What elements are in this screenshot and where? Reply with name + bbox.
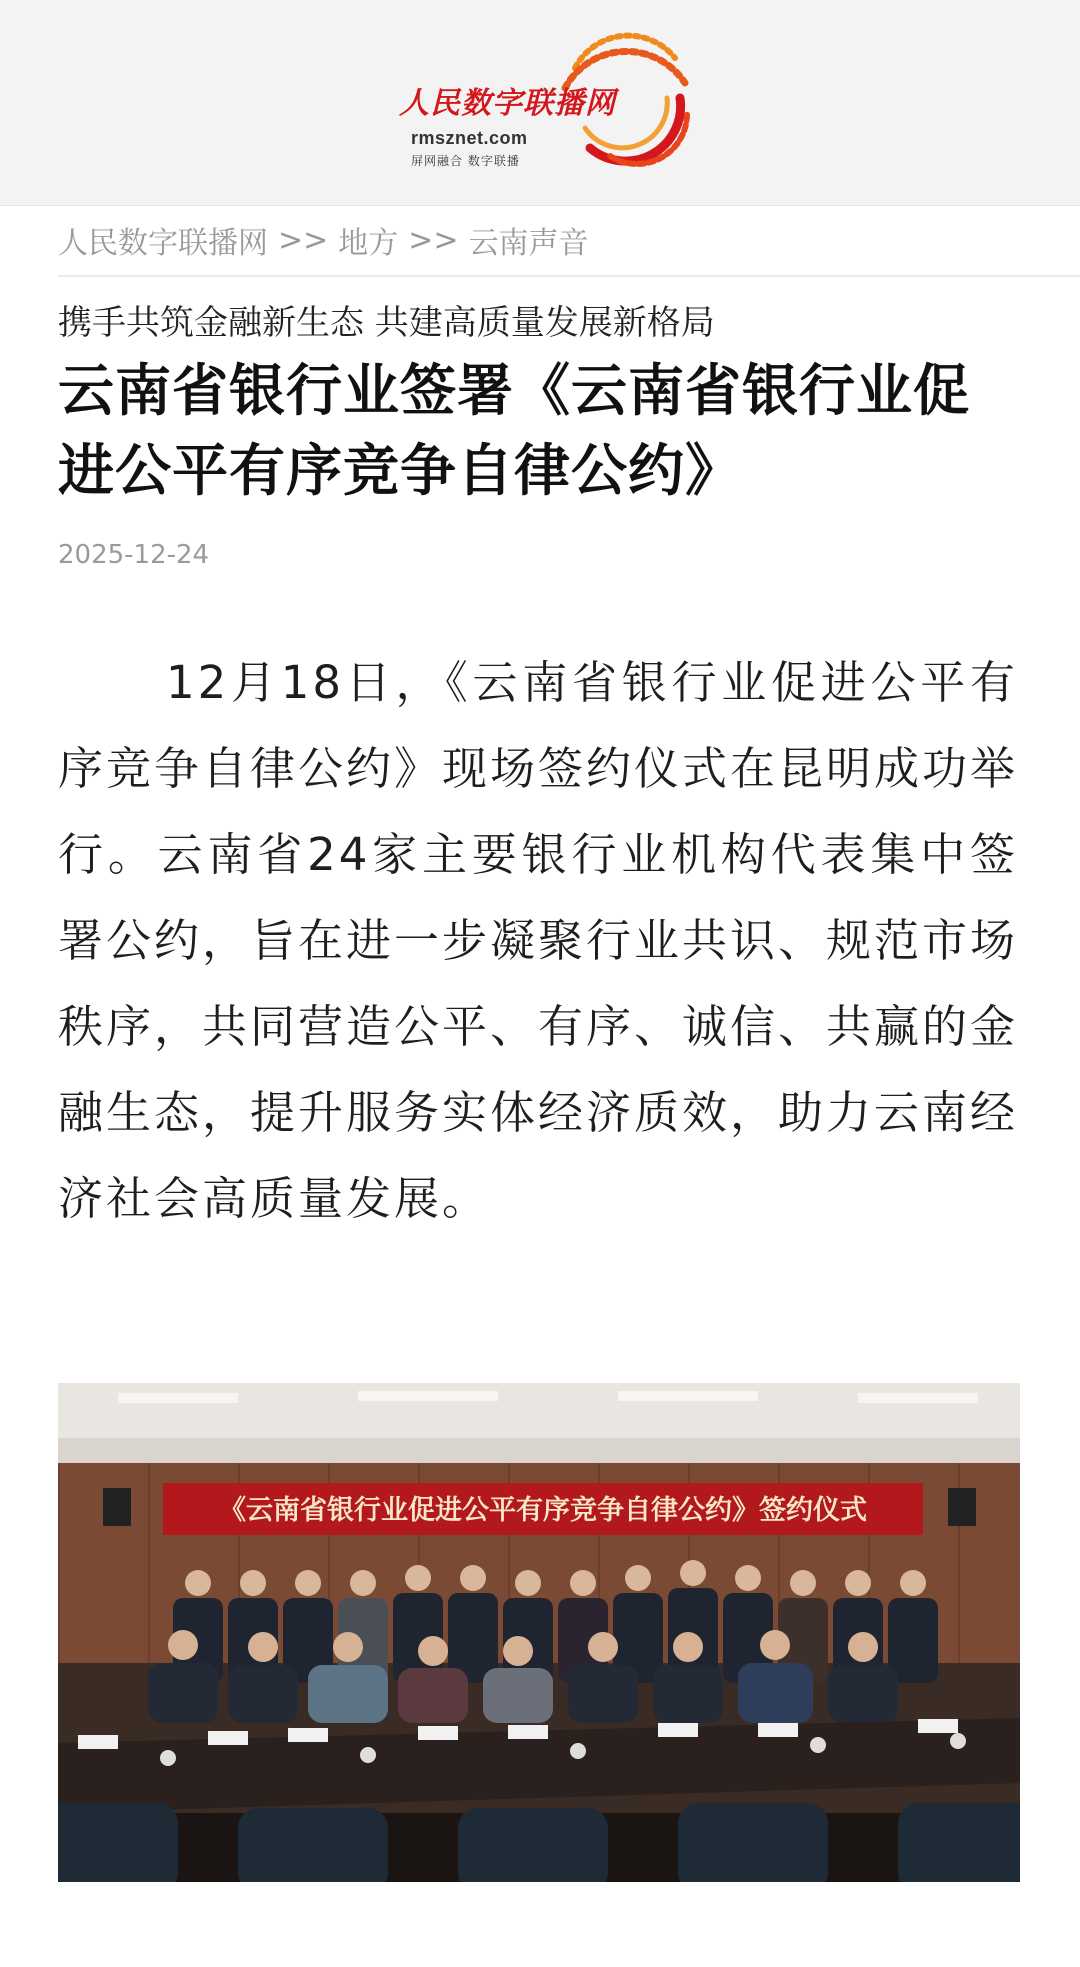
- site-header: [0, 0, 1080, 206]
- banner-text: 《云南省银行业促进公平有序竞争自律公约》签约仪式: [219, 1495, 867, 1526]
- breadcrumb-local-link[interactable]: 地方: [338, 226, 399, 261]
- logo-tagline: 屏网融合 数字联播: [411, 154, 520, 168]
- article-title: 云南省银行业签署《云南省银行业促进公平有序竞争自律公约》: [58, 359, 970, 504]
- front-row-people: [148, 1630, 898, 1723]
- article-body: 12月18日，《云南省银行业促进公平有序竞争自律公约》现场签约仪式在昆明成功举行。云南省24家主要银行业机构代表集中签署公约，旨在进一步凝聚行业共识、规范市场秩序，共同营造公平、有序、诚信、共赢的金融生态，提升服务实体经济质效，助力云南经济社会高质量发展。: [58, 656, 1019, 1225]
- signing-ceremony-photo: [58, 1383, 1020, 1882]
- article-photo[interactable]: [58, 1383, 1020, 1882]
- breadcrumb-separator: >>: [408, 222, 459, 258]
- site-logo[interactable]: [395, 28, 695, 178]
- breadcrumb-yunnan-link[interactable]: 云南声音: [468, 226, 589, 261]
- breadcrumb: [58, 205, 1080, 277]
- logo-domain: rmsznet.com: [411, 128, 528, 148]
- breadcrumb-home-link[interactable]: 人民数字联播网: [58, 226, 268, 261]
- breadcrumb-separator: >>: [278, 222, 329, 258]
- article-date: 2025-12-24: [58, 540, 210, 570]
- article-kicker: 携手共筑金融新生态 共建高质量发展新格局: [58, 303, 715, 343]
- logo-name: 人民数字联播网: [399, 86, 616, 121]
